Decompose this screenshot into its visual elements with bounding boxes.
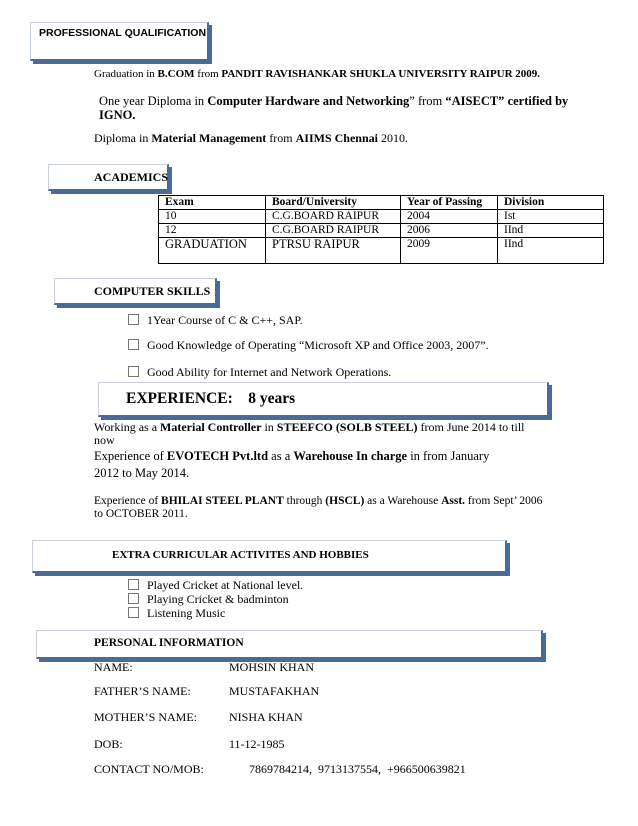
name-label: NAME: — [94, 660, 133, 674]
list-item: Playing Cricket & badminton — [128, 592, 289, 607]
dob-value: 11-12-1985 — [229, 737, 285, 751]
name-value: MOHSIN KHAN — [229, 660, 315, 674]
checkbox-bullet-icon — [128, 339, 139, 350]
checkbox-bullet-icon — [128, 579, 139, 590]
extra-curricular-heading: EXTRA CURRICULAR ACTIVITES AND HOBBIES — [112, 549, 369, 561]
table-row: 10 C.G.BOARD RAIPUR 2004 Ist — [159, 210, 604, 224]
professional-qualification-heading: PROFESSIONAL QUALIFICATION — [39, 27, 207, 39]
academics-table — [158, 195, 604, 264]
checkbox-bullet-icon — [128, 314, 139, 325]
list-item: Listening Music — [128, 606, 225, 621]
list-item: Played Cricket at National level. — [128, 578, 303, 593]
academics-header-row — [159, 196, 604, 210]
mother-name-label: MOTHER’S NAME: — [94, 710, 198, 724]
experience-bhilai: Experience of BHILAI STEEL PLANT through (HSCL) as a Warehouse Asst. from Sept’ 2006 to OCTOBER 2011. — [94, 495, 543, 520]
table-row: 12 C.G.BOARD RAIPUR 2006 IInd — [159, 224, 604, 238]
academics-heading: ACADEMICS — [94, 170, 169, 184]
checkbox-bullet-icon — [128, 607, 139, 618]
diploma-hardware-line: One year Diploma in Computer Hardware and Networking” from “AISECT” certified by IGNO. — [99, 94, 569, 122]
graduation-line: Graduation in B.COM from PANDIT RAVISHANKAR SHUKLA UNIVERSITY RAIPUR 2009. — [94, 68, 541, 80]
list-item: 1Year Course of C & C++, SAP. — [128, 313, 303, 328]
col-division: Division — [498, 196, 604, 210]
dob-label: DOB: — [94, 737, 123, 751]
mother-name-value: NISHA KHAN — [229, 710, 303, 724]
experience-evotech: Experience of EVOTECH Pvt.ltd as a Warehouse In charge in from January 2012 to May 2014. — [94, 449, 490, 480]
table-row: GRADUATION PTRSU RAIPUR 2009 IInd — [159, 238, 604, 264]
list-item: Good Ability for Internet and Network Operations. — [128, 365, 391, 380]
list-item: Good Knowledge of Operating “Microsoft XP and Office 2003, 2007”. — [128, 338, 489, 353]
father-name-value: MUSTAFAKHAN — [229, 684, 320, 698]
computer-skills-heading: COMPUTER SKILLS — [94, 284, 211, 298]
diploma-material-line: Diploma in Material Management from AIIMS Chennai 2010. — [94, 131, 408, 145]
checkbox-bullet-icon — [128, 366, 139, 377]
col-board: Board/University — [266, 196, 401, 210]
col-exam: Exam — [159, 196, 266, 210]
contact-value: 7869784214, 9713137554, +966500639821 — [249, 762, 466, 776]
contact-label: CONTACT NO/MOB: — [94, 762, 204, 776]
experience-heading: EXPERIENCE: 8 years — [126, 390, 296, 407]
experience-steefco: Working as a Material Controller in STEEFCO (SOLB STEEL) from June 2014 to till now — [94, 420, 525, 447]
checkbox-bullet-icon — [128, 593, 139, 604]
col-year: Year of Passing — [401, 196, 498, 210]
father-name-label: FATHER’S NAME: — [94, 684, 191, 698]
personal-information-heading: PERSONAL INFORMATION — [94, 637, 244, 649]
